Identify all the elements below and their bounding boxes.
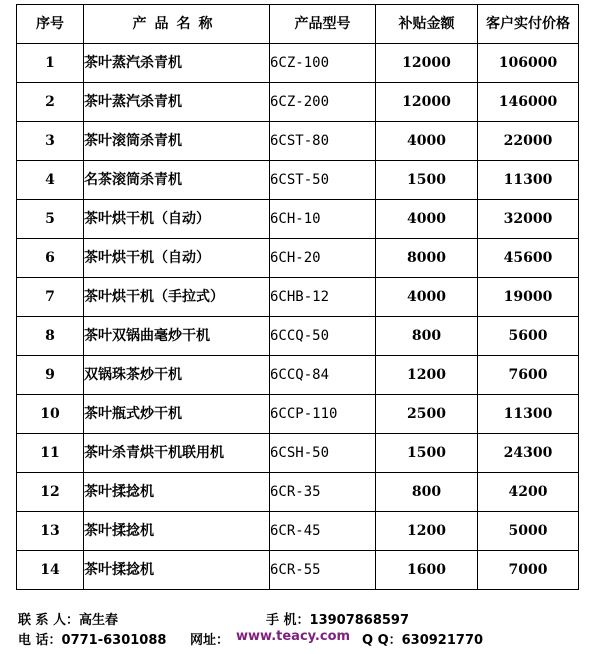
table-row: [17, 317, 579, 356]
customer-price: 11300: [478, 395, 579, 434]
customer-price: 5000: [478, 512, 579, 551]
product-model: 6CZ-100: [270, 44, 376, 83]
product-model: 6CZ-200: [270, 83, 376, 122]
customer-price: 22000: [478, 122, 579, 161]
subsidy-amount: 8000: [376, 239, 478, 278]
customer-price: 5600: [478, 317, 579, 356]
subsidy-amount: 1200: [376, 356, 478, 395]
customer-price: 32000: [478, 200, 579, 239]
customer-price: 7000: [478, 551, 579, 590]
product-name: 茶叶揉捻机: [84, 473, 270, 512]
phone-number: 电 话：0771-6301088: [18, 633, 167, 648]
table-row: [17, 434, 579, 473]
header-price: 客户实付价格: [478, 5, 579, 44]
product-name: 茶叶杀青烘干机联用机: [84, 434, 270, 473]
header-name: 产品名称: [84, 5, 270, 44]
table-row: [17, 512, 579, 551]
subsidy-amount: 800: [376, 473, 478, 512]
subsidy-amount: 1200: [376, 512, 478, 551]
product-name: 茶叶烘干机（手拉式）: [84, 278, 270, 317]
subsidy-amount: 1500: [376, 434, 478, 473]
table-header-row: [17, 5, 579, 44]
product-name: 茶叶烘干机（自动）: [84, 200, 270, 239]
subsidy-amount: 4000: [376, 278, 478, 317]
website-label: 网址：: [190, 633, 230, 648]
table-row: [17, 239, 579, 278]
customer-price: 24300: [478, 434, 579, 473]
row-number: 10: [17, 395, 84, 434]
product-name: 双锅珠茶炒干机: [84, 356, 270, 395]
subsidy-amount: 12000: [376, 44, 478, 83]
contact-person: 联 系 人：高生春: [18, 613, 119, 628]
row-number: 8: [17, 317, 84, 356]
product-name: 茶叶烘干机（自动）: [84, 239, 270, 278]
subsidy-amount: 1500: [376, 161, 478, 200]
product-model: 6CR-35: [270, 473, 376, 512]
product-model: 6CST-50: [270, 161, 376, 200]
table-row: [17, 122, 579, 161]
product-model: 6CCQ-50: [270, 317, 376, 356]
customer-price: 45600: [478, 239, 579, 278]
subsidy-amount: 4000: [376, 122, 478, 161]
table-row: [17, 44, 579, 83]
product-name: 名茶滚筒杀青机: [84, 161, 270, 200]
table-row: [17, 161, 579, 200]
table-row: [17, 278, 579, 317]
customer-price: 106000: [478, 44, 579, 83]
mobile-number: 手 机：13907868597: [266, 613, 410, 628]
product-name: 茶叶揉捻机: [84, 512, 270, 551]
table-row: [17, 200, 579, 239]
row-number: 13: [17, 512, 84, 551]
header-subsidy: 补贴金额: [376, 5, 478, 44]
customer-price: 146000: [478, 83, 579, 122]
subsidy-amount: 1600: [376, 551, 478, 590]
customer-price: 4200: [478, 473, 579, 512]
table-row: [17, 356, 579, 395]
customer-price: 19000: [478, 278, 579, 317]
product-name: 茶叶瓶式炒干机: [84, 395, 270, 434]
subsidy-price-table: [16, 4, 579, 590]
product-name: 茶叶蒸汽杀青机: [84, 44, 270, 83]
product-model: 6CST-80: [270, 122, 376, 161]
product-model: 6CSH-50: [270, 434, 376, 473]
table-row: [17, 83, 579, 122]
product-name: 茶叶滚筒杀青机: [84, 122, 270, 161]
product-model: 6CH-10: [270, 200, 376, 239]
row-number: 11: [17, 434, 84, 473]
qq-number: Q Q：630921770: [362, 633, 484, 648]
row-number: 9: [17, 356, 84, 395]
row-number: 7: [17, 278, 84, 317]
row-number: 6: [17, 239, 84, 278]
subsidy-amount: 2500: [376, 395, 478, 434]
table-row: [17, 395, 579, 434]
product-model: 6CH-20: [270, 239, 376, 278]
subsidy-amount: 4000: [376, 200, 478, 239]
subsidy-amount: 12000: [376, 83, 478, 122]
product-model: 6CHB-12: [270, 278, 376, 317]
table-row: [17, 473, 579, 512]
subsidy-amount: 800: [376, 317, 478, 356]
row-number: 1: [17, 44, 84, 83]
row-number: 5: [17, 200, 84, 239]
product-model: 6CR-55: [270, 551, 376, 590]
header-no: 序号: [17, 5, 84, 44]
product-name: 茶叶揉捻机: [84, 551, 270, 590]
header-model: 产品型号: [270, 5, 376, 44]
product-name: 茶叶蒸汽杀青机: [84, 83, 270, 122]
product-model: 6CCP-110: [270, 395, 376, 434]
product-model: 6CR-45: [270, 512, 376, 551]
row-number: 4: [17, 161, 84, 200]
row-number: 14: [17, 551, 84, 590]
website-link[interactable]: www.teacy.com: [236, 629, 351, 644]
row-number: 2: [17, 83, 84, 122]
table-row: [17, 551, 579, 590]
row-number: 12: [17, 473, 84, 512]
customer-price: 7600: [478, 356, 579, 395]
product-name: 茶叶双锅曲毫炒干机: [84, 317, 270, 356]
product-model: 6CCQ-84: [270, 356, 376, 395]
row-number: 3: [17, 122, 84, 161]
customer-price: 11300: [478, 161, 579, 200]
